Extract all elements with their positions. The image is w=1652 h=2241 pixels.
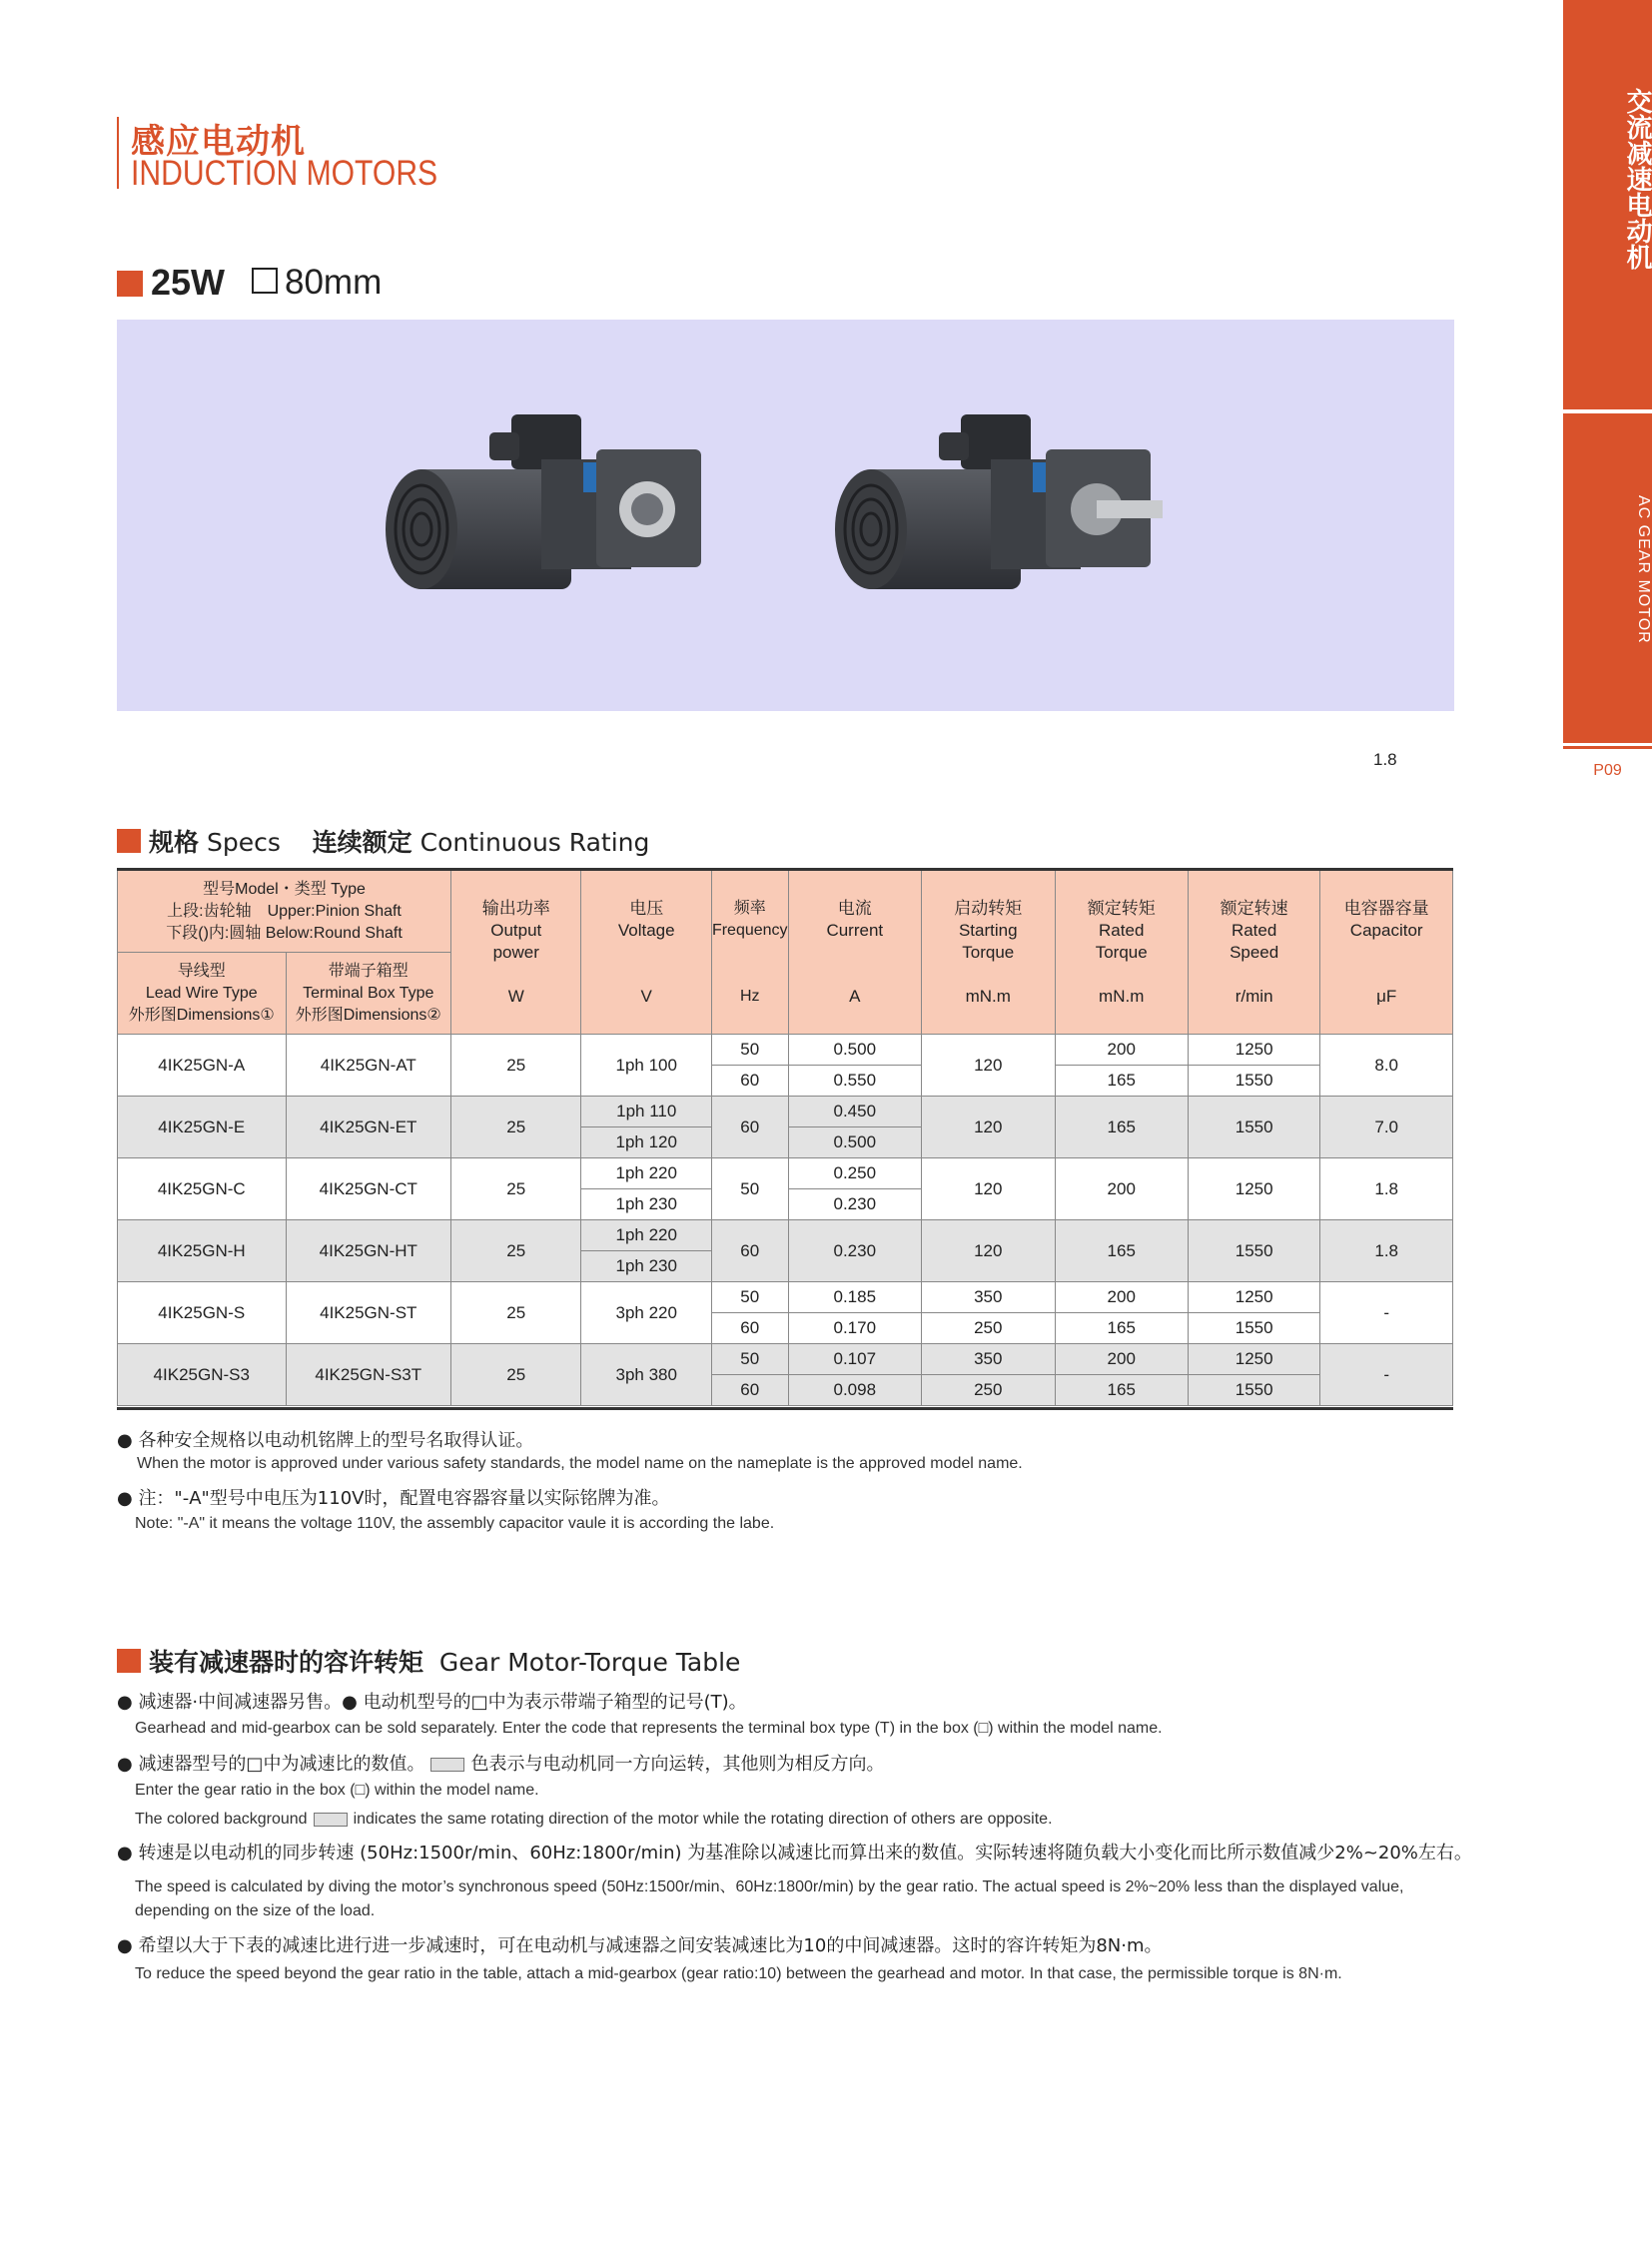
table-row: [118, 1220, 1453, 1251]
cell-rated-torque: 165: [1055, 1066, 1188, 1097]
cell-capacitor: 1.8: [1320, 1220, 1453, 1282]
cell-rated-torque: 165: [1055, 1220, 1188, 1282]
cell-power: 25: [451, 1158, 581, 1220]
cell-starting-torque: 350: [922, 1282, 1055, 1313]
cell-rated-torque: 165: [1055, 1375, 1188, 1406]
cell-rated-torque: 200: [1055, 1035, 1188, 1066]
legend-swatch: [430, 1758, 464, 1772]
motor-image-pinion: [372, 404, 811, 644]
cell-power: 25: [451, 1282, 581, 1344]
legend-swatch: [314, 1813, 348, 1827]
cell-terminal-model: 4IK25GN-CT: [286, 1158, 451, 1220]
cell-frequency: 50: [711, 1035, 788, 1066]
torque-note-1-cn: ● 减速器·中间减速器另售。● 电动机型号的□中为表示带端子箱型的记号(T)。: [117, 1688, 747, 1714]
cell-voltage: 3ph 380: [581, 1344, 711, 1406]
cell-starting-torque: 120: [922, 1158, 1055, 1220]
page-title-en: INDUCTION MOTORS: [131, 154, 438, 193]
cell-frequency: 60: [711, 1097, 788, 1158]
header-capacitor: 电容器容量 Capacitor μF: [1320, 871, 1453, 1035]
cell-rated-speed: 1550: [1188, 1066, 1319, 1097]
header-rated-speed: 额定转速 Rated Speed r/min: [1188, 871, 1319, 1035]
cell-rated-torque: 165: [1055, 1097, 1188, 1158]
header-lead-wire: 导线型 Lead Wire Type 外形图Dimensions①: [118, 953, 287, 1035]
cell-capacitor: -: [1320, 1344, 1453, 1406]
cell-current: 0.500: [788, 1035, 921, 1066]
cell-rated-speed: 1550: [1188, 1375, 1319, 1406]
torque-note-2-cn: ● 减速器型号的□中为减速比的数值。 色表示与电动机同一方向运转，其他则为相反方向。: [117, 1750, 884, 1776]
cell-rated-speed: 1250: [1188, 1035, 1319, 1066]
image-note: 1.8: [1373, 750, 1397, 769]
cell-current: 0.450: [788, 1097, 921, 1127]
header-current: 电流 Current A: [788, 871, 921, 1035]
motor-image-round-shaft: [821, 404, 1280, 644]
note-voltage-en: Note: "-A" it means the voltage 110V, the assembly capacitor vaule it is according the labe.: [135, 1515, 775, 1532]
table-row: [118, 1344, 1453, 1375]
note-voltage-cn: ● 注："-A"型号中电压为110V时，配置电容器容量以实际铭牌为准。: [117, 1484, 669, 1510]
cell-current: 0.170: [788, 1313, 921, 1344]
cell-capacitor: 8.0: [1320, 1035, 1453, 1097]
cell-current: 0.250: [788, 1158, 921, 1189]
product-power: 25W: [151, 262, 226, 303]
cell-capacitor: 1.8: [1320, 1158, 1453, 1220]
page-title-cn: 感应电动机: [131, 122, 306, 162]
cell-terminal-model: 4IK25GN-S3T: [286, 1344, 451, 1406]
table-row: [118, 1097, 1453, 1127]
table-row: [118, 1035, 1453, 1066]
cell-power: 25: [451, 1035, 581, 1097]
cell-current: 0.098: [788, 1375, 921, 1406]
cell-current: 0.500: [788, 1127, 921, 1158]
torque-note-4-cn: ● 转速是以电动机的同步转速 (50Hz:1500r/min、60Hz:1800r/min) 为基准除以减速比而算出来的数值。实际转速将随负载大小变化而比所示数值减少2%~20%左右。: [117, 1839, 1555, 1865]
cell-current: 0.230: [788, 1220, 921, 1282]
cell-voltage: 1ph 120: [581, 1127, 711, 1158]
cell-voltage: 3ph 220: [581, 1282, 711, 1344]
heading-square-icon: [117, 271, 143, 297]
cell-voltage: 1ph 110: [581, 1097, 711, 1127]
side-tab-divider: [1563, 746, 1652, 749]
cell-capacitor: 7.0: [1320, 1097, 1453, 1158]
product-image-panel: [117, 320, 1454, 711]
cell-current: 0.550: [788, 1066, 921, 1097]
header-output-power: 输出功率 Output power W: [451, 871, 581, 1035]
cell-rated-torque: 165: [1055, 1313, 1188, 1344]
cell-voltage: 1ph 220: [581, 1158, 711, 1189]
torque-note-3-en: The colored background indicates the same rotating direction of the motor while the rotating direction of others are opposite.: [135, 1811, 1053, 1828]
torque-note-1-en: Gearhead and mid-gearbox can be sold separately. Enter the code that represents the terminal box type (T) in the box (□) within the model name.: [135, 1720, 1163, 1737]
frame-size-square-icon: [252, 268, 278, 294]
cell-starting-torque: 250: [922, 1313, 1055, 1344]
spec-table: [117, 870, 1453, 1406]
cell-terminal-model: 4IK25GN-HT: [286, 1220, 451, 1282]
cell-terminal-model: 4IK25GN-AT: [286, 1035, 451, 1097]
cell-voltage: 1ph 230: [581, 1189, 711, 1220]
header-model: 型号Model・类型 Type 上段:齿轮轴 Upper:Pinion Shaft 下段()内:圆轴 Below:Round Shaft: [118, 871, 451, 953]
cell-frequency: 60: [711, 1313, 788, 1344]
cell-frequency: 60: [711, 1375, 788, 1406]
table-row: [118, 1282, 1453, 1313]
cell-frequency: 50: [711, 1282, 788, 1313]
specs-square-icon: [117, 829, 141, 853]
header-terminal-box: 带端子箱型 Terminal Box Type 外形图Dimensions②: [286, 953, 451, 1035]
cell-current: 0.107: [788, 1344, 921, 1375]
table-bottom-rule: [117, 1407, 1453, 1410]
cell-rated-speed: 1550: [1188, 1220, 1319, 1282]
cell-rated-torque: 200: [1055, 1158, 1188, 1220]
cell-starting-torque: 120: [922, 1220, 1055, 1282]
cell-lead-model: 4IK25GN-H: [118, 1220, 287, 1282]
torque-note-4-en-1: The speed is calculated by diving the motor’s synchronous speed (50Hz:1500r/min、60Hz:1800r/min) by the gear ratio. The actual speed is 2%~20% less than the displayed value,: [135, 1878, 1404, 1895]
note-approval-en: When the motor is approved under various safety standards, the model name on the nameplate is the approved model name.: [137, 1455, 1023, 1472]
header-frequency: 频率 Frequency Hz: [711, 871, 788, 1035]
cell-capacitor: -: [1320, 1282, 1453, 1344]
cell-voltage: 1ph 100: [581, 1035, 711, 1097]
note-approval-cn: ● 各种安全规格以电动机铭牌上的型号名取得认证。: [117, 1426, 533, 1452]
cell-voltage: 1ph 230: [581, 1251, 711, 1282]
cell-frequency: 60: [711, 1220, 788, 1282]
page-number: P09: [1593, 762, 1622, 779]
cell-rated-speed: 1250: [1188, 1158, 1319, 1220]
header-rated-torque: 额定转矩 Rated Torque mN.m: [1055, 871, 1188, 1035]
cell-starting-torque: 350: [922, 1344, 1055, 1375]
torque-note-5-en: To reduce the speed beyond the gear ratio in the table, attach a mid-gearbox (gear ratio:10) between the gearhead and motor. In that case, the permissible torque is 8N·m.: [135, 1965, 1342, 1982]
cell-lead-model: 4IK25GN-E: [118, 1097, 287, 1158]
title-accent-bar: [117, 117, 119, 189]
specs-heading: 规格 Specs 连续额定 Continuous Rating: [149, 828, 650, 857]
side-tab-label-en: AC GEAR MOTOR: [1635, 495, 1652, 644]
cell-power: 25: [451, 1344, 581, 1406]
torque-heading: 装有减速器时的容许转矩 Gear Motor-Torque Table: [149, 1648, 741, 1677]
cell-rated-torque: 200: [1055, 1344, 1188, 1375]
torque-note-5-cn: ● 希望以大于下表的减速比进行进一步减速时，可在电动机与减速器之间安装减速比为10的中间减速器。这时的容许转矩为8N·m。: [117, 1931, 1163, 1957]
cell-rated-speed: 1550: [1188, 1097, 1319, 1158]
table-row: [118, 1158, 1453, 1189]
cell-rated-torque: 200: [1055, 1282, 1188, 1313]
cell-rated-speed: 1250: [1188, 1344, 1319, 1375]
cell-terminal-model: 4IK25GN-ET: [286, 1097, 451, 1158]
cell-starting-torque: 120: [922, 1035, 1055, 1097]
side-tab-label-cn: 交流减速电动机: [1622, 88, 1652, 270]
cell-current: 0.230: [788, 1189, 921, 1220]
cell-starting-torque: 120: [922, 1097, 1055, 1158]
cell-frequency: 50: [711, 1158, 788, 1220]
cell-lead-model: 4IK25GN-S3: [118, 1344, 287, 1406]
cell-voltage: 1ph 220: [581, 1220, 711, 1251]
torque-note-2-en: Enter the gear ratio in the box (□) within the model name.: [135, 1782, 539, 1799]
product-frame-size: 80mm: [285, 263, 383, 302]
torque-square-icon: [117, 1649, 141, 1673]
cell-current: 0.185: [788, 1282, 921, 1313]
torque-note-4-en-2: depending on the size of the load.: [135, 1902, 376, 1919]
cell-frequency: 50: [711, 1344, 788, 1375]
cell-lead-model: 4IK25GN-C: [118, 1158, 287, 1220]
table-top-rule: [117, 868, 1453, 871]
cell-rated-speed: 1550: [1188, 1313, 1319, 1344]
cell-rated-speed: 1250: [1188, 1282, 1319, 1313]
cell-lead-model: 4IK25GN-S: [118, 1282, 287, 1344]
cell-terminal-model: 4IK25GN-ST: [286, 1282, 451, 1344]
cell-frequency: 60: [711, 1066, 788, 1097]
cell-power: 25: [451, 1220, 581, 1282]
header-voltage: 电压 Voltage V: [581, 871, 711, 1035]
header-starting-torque: 启动转矩 Starting Torque mN.m: [922, 871, 1055, 1035]
cell-starting-torque: 250: [922, 1375, 1055, 1406]
cell-power: 25: [451, 1097, 581, 1158]
cell-lead-model: 4IK25GN-A: [118, 1035, 287, 1097]
